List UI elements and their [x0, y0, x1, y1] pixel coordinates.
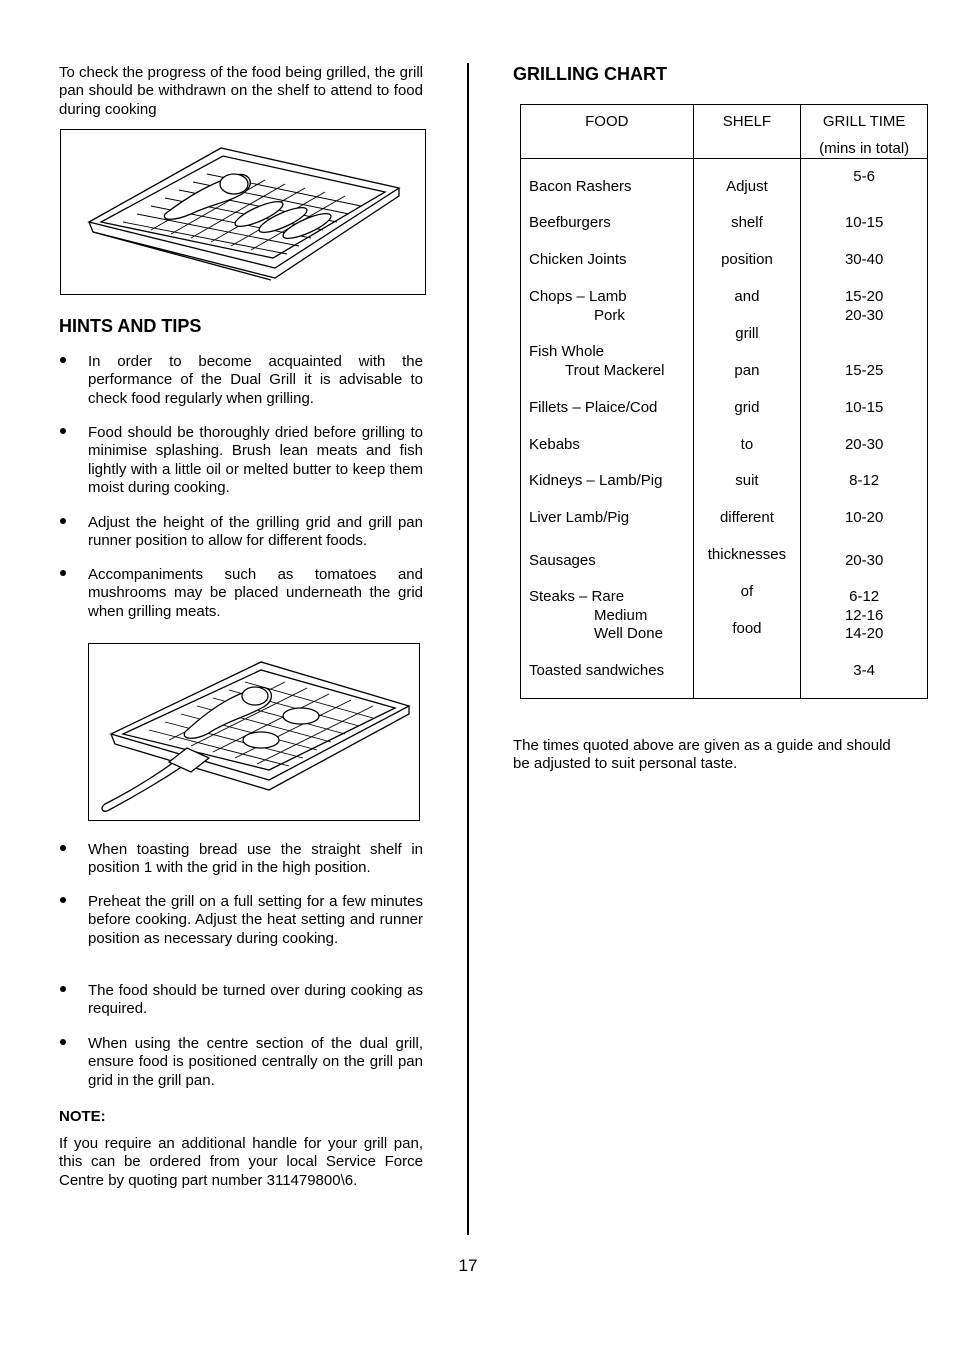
tip-bullet: The food should be turned over during cooking as required. — [88, 982, 423, 1018]
grill-time: 10-20 — [844, 509, 884, 526]
grill-time: 8-12 — [849, 472, 880, 489]
food-subitem: Pork — [594, 307, 625, 324]
shelf-word: to — [740, 436, 754, 453]
shelf-word: food — [732, 620, 762, 637]
grill-time: 20-30 — [844, 307, 884, 324]
food-subitem: Medium — [594, 607, 648, 624]
grill-time: 3-4 — [853, 662, 875, 679]
shelf-word: thicknesses — [707, 546, 787, 563]
grilling-chart-heading: GRILLING CHART — [513, 64, 667, 84]
bullet-dot — [60, 845, 66, 851]
shelf-word: and — [734, 288, 760, 305]
shelf-word: of — [740, 583, 754, 600]
bullet-dot — [60, 1039, 66, 1045]
grill-time: 15-25 — [844, 362, 884, 379]
food-subitem: Trout Mackerel — [565, 362, 665, 379]
grilling-chart-table — [520, 104, 928, 699]
shelf-word: position — [721, 251, 773, 268]
grill-time: 10-15 — [844, 214, 884, 231]
header-food: FOOD — [585, 113, 629, 130]
bullet-dot — [60, 570, 66, 576]
grill-time: 14-20 — [844, 625, 884, 642]
food-item: Bacon Rashers — [529, 178, 632, 195]
header-time-sub: (mins in total) — [819, 140, 910, 157]
food-item: Kebabs — [529, 436, 580, 453]
grill-pan-illustration — [60, 129, 426, 295]
bullet-dot — [60, 428, 66, 434]
bullet-dot — [60, 518, 66, 524]
header-time-cell — [801, 105, 928, 159]
header-shelf: SHELF — [722, 113, 772, 130]
time-column — [801, 159, 928, 699]
food-item: Chops – Lamb — [529, 288, 627, 305]
grill-time: 5-6 — [853, 168, 875, 185]
shelf-word: different — [719, 509, 774, 526]
grill-time: 10-15 — [844, 399, 884, 416]
hint-bullet: Adjust the height of the grilling grid and grill pan runner position to allow for different foods. — [88, 514, 423, 550]
food-item: Fish Whole — [529, 343, 605, 360]
shelf-word: suit — [735, 472, 759, 489]
grill-time: 15-20 — [844, 288, 884, 305]
food-item: Kidneys – Lamb/Pig — [529, 472, 663, 489]
shelf-word: grill — [735, 325, 759, 342]
grill-time: 12-16 — [844, 607, 884, 624]
tip-bullet: Preheat the grill on a full setting for a few minutes before cooking. Adjust the heat setting and runner position as necessary during cooking. — [88, 893, 423, 947]
grill-time: 20-30 — [844, 436, 884, 453]
food-item: Toasted sandwiches — [529, 662, 665, 679]
intro-paragraph: To check the progress of the food being grilled, the grill pan should be withdrawn on the shelf to attend to food during cooking — [59, 64, 423, 118]
hint-bullet: In order to become acquainted with the performance of the Dual Grill it is advisable to check food regularly when grilling. — [88, 353, 423, 407]
shelf-column — [693, 159, 801, 699]
bullet-dot — [60, 357, 66, 363]
food-item: Steaks – Rare — [529, 588, 625, 605]
bullet-dot — [60, 897, 66, 903]
food-item: Beefburgers — [529, 214, 611, 231]
note-text: If you require an additional handle for your grill pan, this can be ordered from your local Service Force Centre by quoting part number 311479800\6. — [59, 1135, 423, 1189]
tip-bullet: When toasting bread use the straight shelf in position 1 with the grid in the high position. — [88, 841, 423, 877]
food-column — [521, 159, 694, 699]
tip-bullet: When using the centre section of the dual grill, ensure food is positioned centrally on the grill pan grid in the grill pan. — [88, 1035, 423, 1089]
header-food-cell — [521, 105, 694, 159]
header-shelf-cell — [693, 105, 801, 159]
bullet-dot — [60, 986, 66, 992]
chart-footnote: The times quoted above are given as a guide and should be adjusted to suit personal taste. — [513, 737, 891, 773]
shelf-word: pan — [734, 362, 760, 379]
hints-heading: HINTS AND TIPS — [59, 316, 202, 336]
hint-bullet: Food should be thoroughly dried before grilling to minimise splashing. Brush lean meats and fish lightly with a little oil or melted butter to keep them moist during cooking. — [88, 424, 423, 497]
grill-time: 6-12 — [849, 588, 880, 605]
column-divider — [467, 63, 469, 1235]
grill-pan-handle-illustration — [88, 643, 420, 821]
shelf-word: shelf — [731, 214, 763, 231]
shelf-word: grid — [734, 399, 760, 416]
food-item: Sausages — [529, 552, 596, 569]
grill-time: 20-30 — [844, 552, 884, 569]
food-item: Chicken Joints — [529, 251, 627, 268]
page-number: 17 — [458, 1256, 478, 1275]
header-time: GRILL TIME — [822, 113, 906, 130]
note-heading: NOTE: — [59, 1108, 106, 1125]
food-item: Liver Lamb/Pig — [529, 509, 630, 526]
grill-time: 30-40 — [844, 251, 884, 268]
shelf-word: Adjust — [726, 178, 768, 195]
hint-bullet: Accompaniments such as tomatoes and mushrooms may be placed underneath the grid when grilling meats. — [88, 566, 423, 620]
food-item: Fillets – Plaice/Cod — [529, 399, 658, 416]
food-subitem: Well Done — [594, 625, 663, 642]
